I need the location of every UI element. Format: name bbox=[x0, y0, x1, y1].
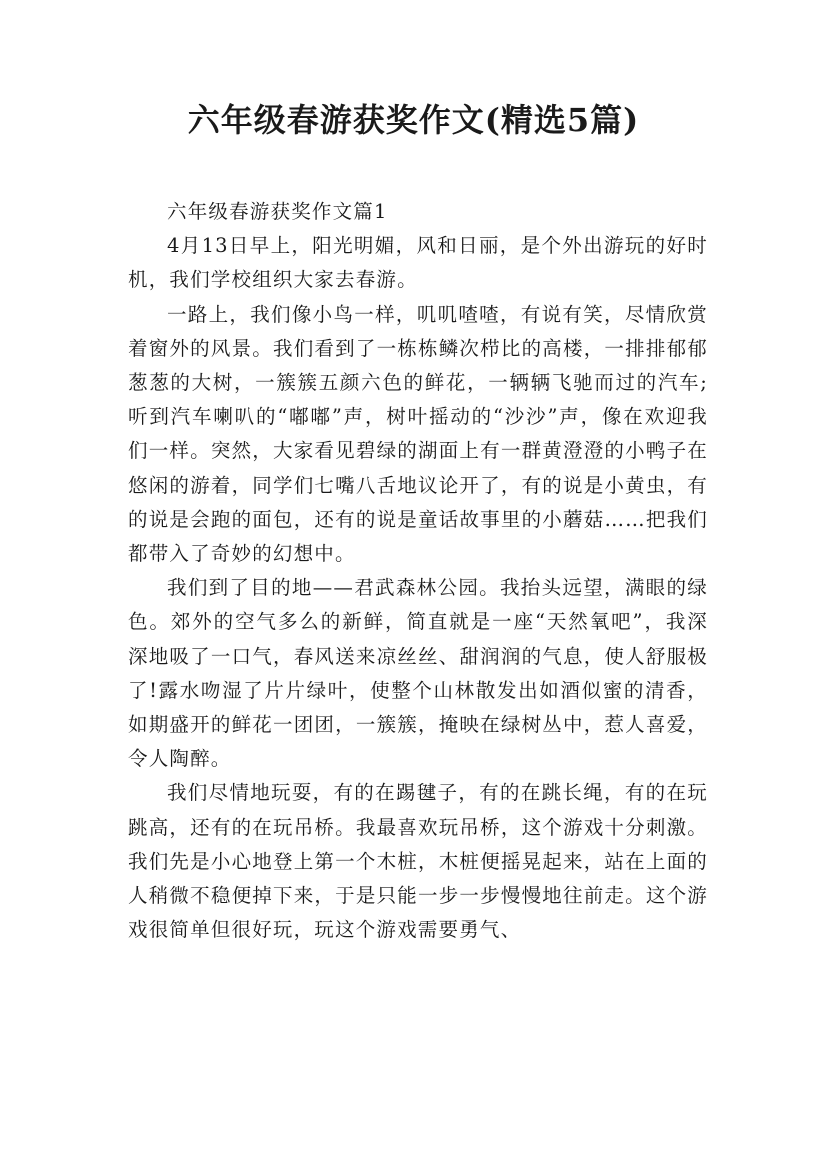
paragraph-4: 我们尽情地玩耍，有的在踢毽子，有的在跳长绳，有的在玩跳高，还有的在玩吊桥。我最喜欢玩吊桥，这个游戏十分刺激。我们先是小心地登上第一个木桩，木桩便摇晃起来，站在上面的人稍微不稳便掉下来，于是只能一步一步慢慢地往前走。这个游戏很简单但很好玩，玩这个游戏需要勇气、 bbox=[128, 781, 708, 942]
section-heading: 六年级春游获奖作文篇1 bbox=[167, 200, 388, 223]
document-body bbox=[128, 195, 708, 947]
paragraph-2: 一路上，我们像小鸟一样，叽叽喳喳，有说有笑，尽情欣赏着窗外的风景。我们看到了一栋栋鳞次栉比的高楼，一排排郁郁葱葱的大树，一簇簇五颜六色的鲜花，一辆辆飞驰而过的汽车;听到汽车喇叭的“嘟嘟”声，树叶摇动的“沙沙”声，像在欢迎我们一样。突然，大家看见碧绿的湖面上有一群黄澄澄的小鸭子在悠闲的游着，同学们七嘴八舌地议论开了，有的说是小黄虫，有的说是会跑的面包，还有的说是童话故事里的小蘑菇……把我们都带入了奇妙的幻想中。 bbox=[128, 302, 708, 566]
paragraph-3: 我们到了目的地——君武森林公园。我抬头远望，满眼的绿色。郊外的空气多么的新鲜，简直就是一座“天然氧吧”，我深深地吸了一口气，春风送来凉丝丝、甜润润的气息，使人舒服极了!露水吻湿了片片绿叶，使整个山林散发出如酒似蜜的清香，如期盛开的鲜花一团团，一簇簇，掩映在绿树丛中，惹人喜爱，令人陶醉。 bbox=[128, 576, 708, 771]
document-title: 六年级春游获奖作文(精选5篇) bbox=[187, 101, 640, 139]
paragraph-1: 4月13日早上，阳光明媚，风和日丽，是个外出游玩的好时机，我们学校组织大家去春游。 bbox=[128, 234, 708, 292]
